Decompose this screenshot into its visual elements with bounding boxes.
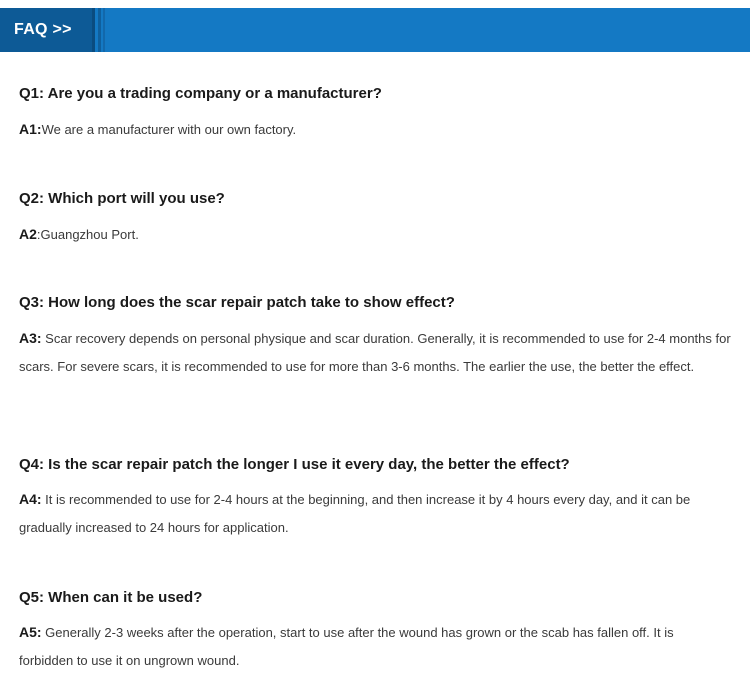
answer-text: It is recommended to use for 2-4 hours at the beginning, and then increase it by 4 hours every day, and it can be gradually increased to 24 hours for application. bbox=[19, 492, 691, 535]
answer-label: A2 bbox=[19, 226, 37, 242]
answer-text: Scar recovery depends on personal physique and scar duration. Generally, it is recommended to use for 2-4 months for scars. For severe scars, it is recommended to use for more than 3-6 months. The earlier the use, the better the effect. bbox=[19, 331, 731, 374]
faq-header-title: FAQ >> bbox=[14, 21, 72, 38]
answer-2 bbox=[19, 220, 731, 249]
faq-header-bar bbox=[0, 8, 750, 52]
question-3: Q3: How long does the scar repair patch take to show effect? bbox=[19, 294, 455, 311]
answer-label: A4: bbox=[19, 491, 42, 507]
header-stripe bbox=[98, 8, 101, 52]
answer-label: A5: bbox=[19, 624, 42, 640]
answer-text: Generally 2-3 weeks after the operation, start to use after the wound has grown or the scab has fallen off. It is forbidden to use it on ungrown wound. bbox=[19, 625, 674, 668]
header-stripe bbox=[92, 8, 95, 52]
answer-label: A3: bbox=[19, 330, 42, 346]
question-1: Q1: Are you a trading company or a manufacturer? bbox=[19, 85, 382, 102]
answer-3 bbox=[19, 324, 731, 381]
answer-label: A1: bbox=[19, 121, 42, 137]
answer-5 bbox=[19, 618, 731, 675]
answer-text: We are a manufacturer with our own factory. bbox=[41, 122, 297, 137]
header-stripe bbox=[103, 8, 105, 52]
question-4: Q4: Is the scar repair patch the longer I use it every day, the better the effect? bbox=[19, 456, 570, 473]
answer-4 bbox=[19, 485, 731, 542]
question-5: Q5: When can it be used? bbox=[19, 589, 203, 606]
answer-text: :Guangzhou Port. bbox=[36, 227, 139, 242]
question-2: Q2: Which port will you use? bbox=[19, 190, 225, 207]
answer-1 bbox=[19, 115, 731, 144]
